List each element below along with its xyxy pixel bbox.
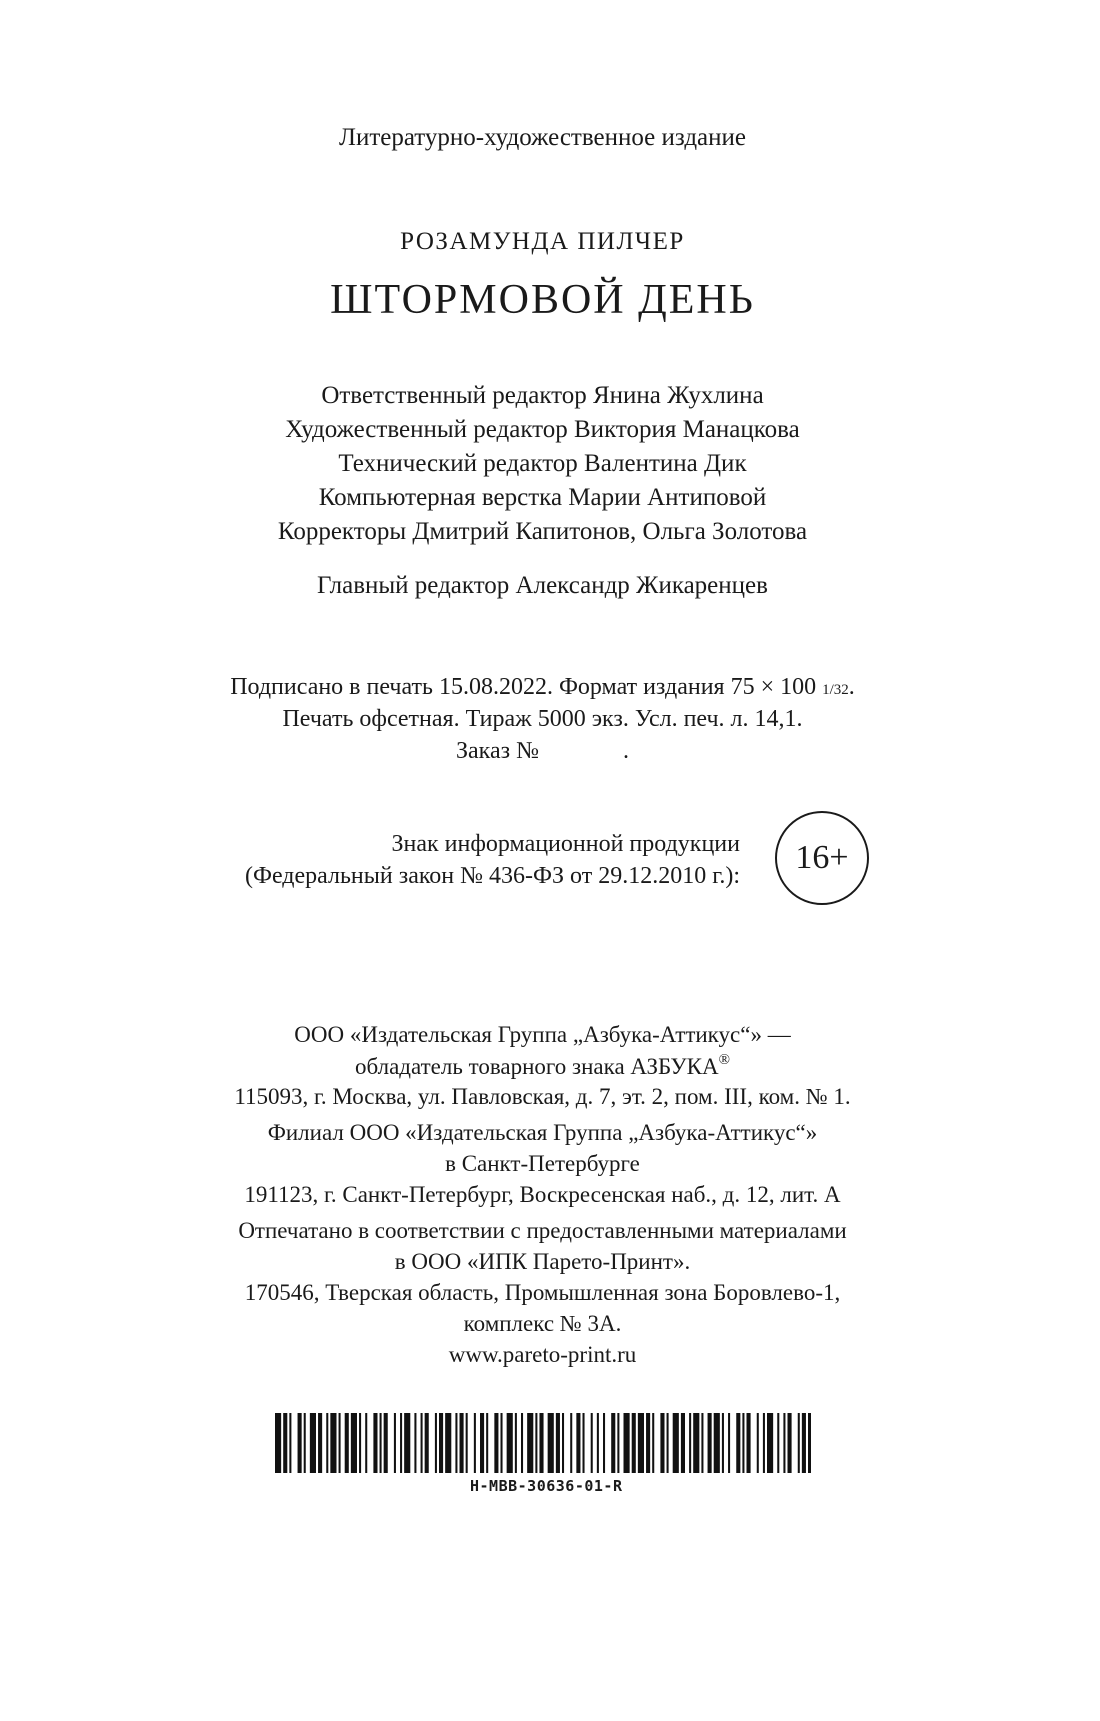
barcode-bar — [591, 1413, 593, 1473]
barcode-bar — [421, 1413, 423, 1473]
print-info-line1 — [0, 674, 1085, 701]
barcode-bar — [527, 1413, 533, 1473]
barcode-bar — [617, 1413, 619, 1473]
barcode-bar — [611, 1413, 615, 1473]
barcode-bar — [667, 1413, 669, 1473]
barcode-bar — [583, 1413, 585, 1473]
barcode-bar — [681, 1413, 685, 1473]
credit-line: Корректоры Дмитрий Капитонов, Ольга Золотова — [277, 518, 808, 545]
book-author: РОЗАМУНДА ПИЛЧЕР — [400, 228, 685, 255]
branch-line2: в Санкт-Петербурге — [445, 1151, 640, 1176]
barcode-bar — [439, 1413, 443, 1473]
age-rating-label-line2: (Федеральный закон № 436-ФЗ от 29.12.2010 г.): — [244, 863, 740, 889]
barcode-bar — [515, 1413, 517, 1473]
barcode-bar — [646, 1413, 650, 1473]
book-title: ШТОРМОВОЙ ДЕНЬ — [330, 277, 755, 323]
format-fraction: 1/32 — [822, 682, 849, 698]
barcode-bar — [689, 1413, 691, 1473]
barcode-bar — [767, 1413, 773, 1473]
barcode-bar — [414, 1413, 416, 1473]
publisher-line1: ООО «Издательская Группа „Азбука-Аттикус“» — — [294, 1022, 791, 1047]
barcode-bar — [466, 1413, 468, 1473]
credit-line: Технический редактор Валентина Дик — [338, 450, 747, 477]
registered-mark: ® — [718, 1052, 731, 1068]
credit-line: Компьютерная верстка Марии Антиповой — [318, 484, 767, 511]
barcode-bar — [404, 1413, 410, 1473]
publisher-address: 115093, г. Москва, ул. Павловская, д. 7, эт. 2, пом. III, ком. № 1. — [234, 1084, 851, 1109]
barcode-bar — [808, 1413, 811, 1473]
credit-line: Ответственный редактор Янина Жухлина — [321, 382, 764, 409]
barcode-bar — [380, 1413, 382, 1473]
printer-line2: в ООО «ИПК Парето-Принт». — [394, 1249, 691, 1274]
barcode-bar — [460, 1413, 464, 1473]
barcode-bar — [777, 1413, 779, 1473]
barcode-bar — [638, 1413, 644, 1473]
branch-address: 191123, г. Санкт-Петербург, Воскресенская наб., д. 12, лит. А — [244, 1182, 841, 1207]
barcode-bar — [425, 1413, 429, 1473]
barcode-bar — [345, 1413, 349, 1473]
barcode-bar — [652, 1413, 654, 1473]
barcode-bar — [722, 1413, 724, 1473]
branch-line1: Филиал ООО «Издательская Группа „Азбука-Аттикус“» — [267, 1120, 818, 1145]
barcode-bar — [693, 1413, 699, 1473]
barcode-bar — [501, 1413, 503, 1473]
publisher-trademark-text: обладатель товарного знака АЗБУКА — [354, 1054, 719, 1079]
barcode-bar — [763, 1413, 765, 1473]
barcode-bar — [742, 1413, 744, 1473]
printer-line1: Отпечатано в соответствии с предоставленными материалами — [238, 1218, 847, 1243]
barcode-bar — [597, 1413, 599, 1473]
barcode-bar — [747, 1413, 751, 1473]
publisher-line2 — [0, 1052, 1085, 1080]
barcode-bar — [326, 1413, 328, 1473]
barcode-bar — [445, 1413, 451, 1473]
barcode-bar — [494, 1413, 498, 1473]
print-info-line2: Печать офсетная. Тираж 5000 экз. Усл. печ. л. 14,1. — [282, 706, 803, 732]
barcode-bar — [283, 1413, 287, 1473]
barcode-bar — [275, 1413, 281, 1473]
barcode-bar — [289, 1413, 291, 1473]
barcode-bar — [310, 1413, 316, 1473]
barcode-bar — [728, 1413, 730, 1473]
print-info-end: . — [848, 674, 855, 700]
barcode-bar — [603, 1413, 605, 1473]
barcode-bar — [480, 1413, 484, 1473]
barcode-bar — [339, 1413, 341, 1473]
barcode-bar — [521, 1413, 523, 1473]
barcode-code: H-MBB-30636-01-R — [470, 1477, 623, 1495]
barcode-image — [275, 1413, 811, 1473]
chief-editor: Главный редактор Александр Жикаренцев — [317, 572, 768, 599]
credit-line: Художественный редактор Виктория Манацкова — [285, 416, 800, 443]
barcode-bar — [384, 1413, 388, 1473]
barcode-bar — [548, 1413, 554, 1473]
barcode-bar — [660, 1413, 664, 1473]
print-info-text: Подписано в печать 15.08.2022. Формат издания 75 × 100 — [230, 674, 817, 700]
barcode-bar — [304, 1413, 306, 1473]
barcode-bar — [736, 1413, 740, 1473]
barcode-bar — [394, 1413, 396, 1473]
barcode-bar — [783, 1413, 785, 1473]
barcode-bar — [318, 1413, 322, 1473]
barcode-bar — [400, 1413, 402, 1473]
barcode-bar — [570, 1413, 572, 1473]
age-rating-badge: 16+ — [775, 811, 869, 905]
barcode-bar — [757, 1413, 759, 1473]
barcode-bar — [673, 1413, 679, 1473]
barcode-bar — [562, 1413, 564, 1473]
barcode-bar — [359, 1413, 361, 1473]
barcode-bar — [708, 1413, 712, 1473]
age-rating-label — [220, 828, 740, 892]
barcode-bar — [539, 1413, 543, 1473]
barcode-bar — [474, 1413, 476, 1473]
barcode-bar — [798, 1413, 800, 1473]
barcode-bar — [435, 1413, 437, 1473]
barcode-bar — [632, 1413, 636, 1473]
barcode-bar — [576, 1413, 580, 1473]
barcode-bar — [365, 1413, 367, 1473]
barcode-bar — [802, 1413, 806, 1473]
barcode-bar — [351, 1413, 357, 1473]
genre-label: Литературно-художественное издание — [339, 124, 746, 151]
barcode-bar — [507, 1413, 513, 1473]
barcode-bar — [455, 1413, 457, 1473]
age-rating-label-line1: Знак информационной продукции — [391, 831, 740, 857]
barcode-bar — [624, 1413, 630, 1473]
barcode-bar — [535, 1413, 537, 1473]
barcode-bar — [330, 1413, 336, 1473]
barcode-bar — [714, 1413, 720, 1473]
order-number: Заказ № . — [455, 738, 629, 764]
printer-website: www.pareto-print.ru — [448, 1342, 637, 1367]
barcode-bar — [298, 1413, 302, 1473]
printer-address: 170546, Тверская область, Промышленная зона Боровлево-1, — [244, 1280, 841, 1305]
printer-complex: комплекс № 3А. — [463, 1311, 622, 1336]
barcode-bar — [788, 1413, 792, 1473]
barcode-bar — [486, 1413, 488, 1473]
barcode-bar — [556, 1413, 560, 1473]
barcode-bar — [701, 1413, 703, 1473]
barcode-bar — [373, 1413, 377, 1473]
